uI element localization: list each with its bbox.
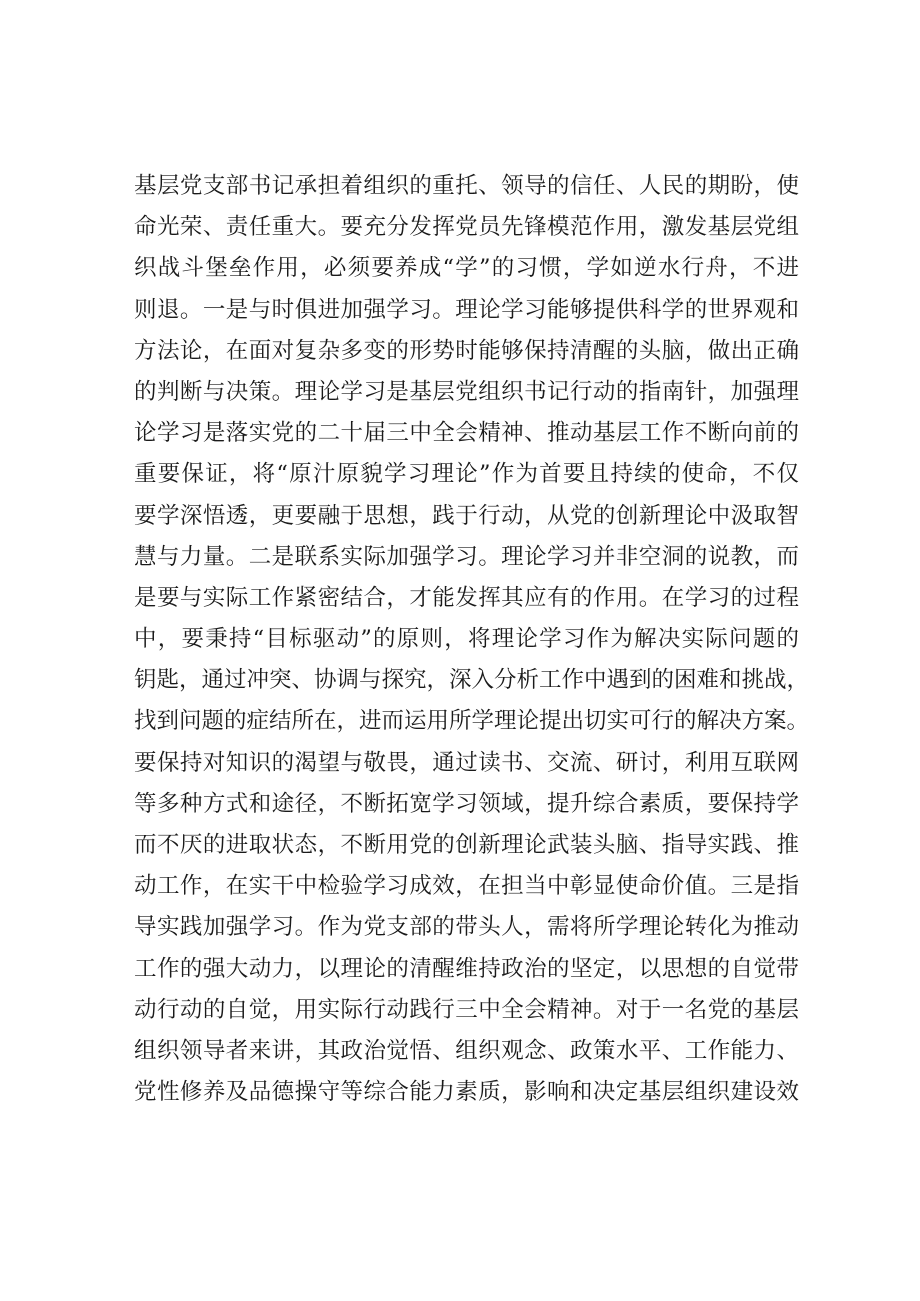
text-line: 的判断与决策。理论学习是基层党组织书记行动的指南针，加强理	[134, 378, 799, 405]
text-line: 找到问题的症结所在，进而运用所学理论提出切实可行的解决方案。	[134, 708, 810, 735]
text-line: 则退。一是与时俱进加强学习。理论学习能够提供科学的世界观和	[134, 296, 799, 323]
text-line: 中，要秉持“目标驱动”的原则，将理论学习作为解决实际问题的	[134, 626, 799, 653]
text-line: 慧与力量。二是联系实际加强学习。理论学习并非空洞的说教，而	[134, 543, 799, 570]
text-line: 是要与实际工作紧密结合，才能发挥其应有的作用。在学习的过程	[134, 584, 799, 611]
text-line: 钥匙，通过冲突、协调与探究，深入分析工作中遇到的困难和挑战，	[134, 667, 810, 694]
text-line: 导实践加强学习。作为党支部的带头人，需将所学理论转化为推动	[134, 914, 799, 941]
text-line: 命光荣、责任重大。要充分发挥党员先锋模范作用，激发基层党组	[134, 214, 799, 241]
text-line: 动工作，在实干中检验学习成效，在担当中彰显使命价值。三是指	[134, 873, 799, 900]
text-line: 重要保证，将“原汁原貌学习理论”作为首要且持续的使命，不仅	[134, 461, 799, 488]
text-line: 工作的强大动力，以理论的清醒维持政治的坚定，以思想的自觉带	[134, 955, 799, 982]
body-paragraph	[134, 166, 810, 1113]
text-line: 要保持对知识的渴望与敬畏，通过读书、交流、研讨，利用互联网	[134, 749, 799, 776]
text-line: 织战斗堡垒作用，必须要养成“学”的习惯，学如逆水行舟，不进	[134, 255, 799, 282]
text-line: 党性修养及品德操守等综合能力素质，影响和决定基层组织建设效	[134, 1079, 799, 1106]
text-line: 等多种方式和途径，不断拓宽学习领域，提升综合素质，要保持学	[134, 790, 799, 817]
text-line: 基层党支部书记承担着组织的重托、领导的信任、人民的期盼，使	[134, 173, 799, 199]
text-line: 论学习是落实党的二十届三中全会精神、推动基层工作不断向前的	[134, 420, 799, 447]
text-line: 方法论，在面对复杂多变的形势时能够保持清醒的头脑，做出正确	[134, 337, 799, 364]
text-line: 组织领导者来讲，其政治觉悟、组织观念、政策水平、工作能力、	[134, 1037, 799, 1064]
text-line: 动行动的自觉，用实际行动践行三中全会精神。对于一名党的基层	[134, 996, 799, 1023]
text-line: 要学深悟透，更要融于思想，践于行动，从党的创新理论中汲取智	[134, 502, 799, 529]
text-line: 而不厌的进取状态，不断用党的创新理论武装头脑、指导实践、推	[134, 832, 799, 858]
